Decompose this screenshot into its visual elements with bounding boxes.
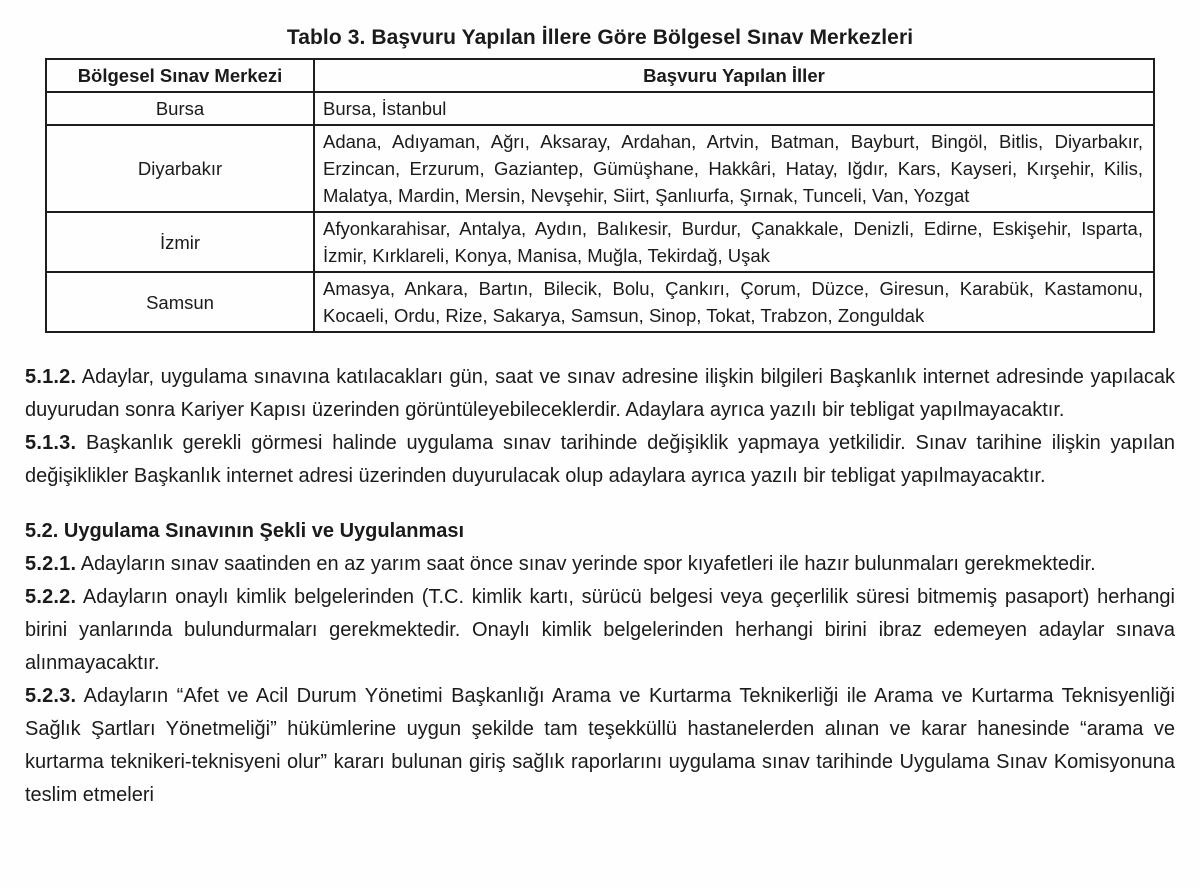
paragraph-text: Adayların sınav saatinden en az yarım saat önce sınav yerinde spor kıyafetleri ile hazır bulunmaları gerekmektedir. — [80, 553, 1096, 575]
paragraph-number: 5.2.2. — [25, 586, 77, 608]
header-exam-center: Bölgesel Sınav Merkezi — [46, 59, 314, 92]
center-name: Diyarbakır — [46, 125, 314, 212]
table-title: Tablo 3. Başvuru Yapılan İllere Göre Bölgesel Sınav Merkezleri — [286, 26, 914, 49]
section-heading-5-2 — [25, 515, 1175, 548]
body-text — [25, 361, 1175, 812]
paragraph-5-2-3 — [25, 680, 1175, 812]
paragraph-number: 5.1.3. — [25, 432, 77, 454]
table-row-izmir — [46, 212, 1154, 272]
paragraph-text: Adayların onaylı kimlik belgelerinden (T.C. kimlik kartı, sürücü belgesi veya geçerlilik süresi bitmemiş pasaport) herhangi birini yanlarında bulundurmaları gerekmektedir. Onaylı kimlik belgelerinden herhangi birini ibraz edemeyen adaylar sınava alınmayacaktır. — [25, 586, 1175, 674]
table-row-bursa — [46, 92, 1154, 125]
paragraph-number: 5.1.2. — [25, 366, 77, 388]
paragraph-text: Adaylar, uygulama sınavına katılacakları gün, saat ve sınav adresine ilişkin bilgileri Başkanlık internet adresinde yapılacak duyurudan sonra Kariyer Kapısı üzerinden görüntüleyebileceklerdir. Adaylara ayrıca yazılı bir tebligat yapılmayacaktır. — [25, 366, 1175, 421]
paragraph-5-1-2 — [25, 361, 1175, 427]
paragraph-number: 5.2.3. — [25, 685, 77, 707]
center-name: İzmir — [46, 212, 314, 272]
header-application-provinces: Başvuru Yapılan İller — [314, 59, 1154, 92]
paragraph-5-2-2 — [25, 581, 1175, 680]
provinces-list: Bursa, İstanbul — [314, 92, 1154, 125]
table-row-samsun — [46, 272, 1154, 332]
paragraph-5-2-1 — [25, 548, 1175, 581]
section-title: Uygulama Sınavının Şekli ve Uygulanması — [63, 520, 465, 542]
section-number: 5.2. — [25, 520, 59, 542]
paragraph-text: Başkanlık gerekli görmesi halinde uygulama sınav tarihinde değişiklik yapmaya yetkilidir. Sınav tarihine ilişkin yapılan değişiklikler Başkanlık internet adresi üzerinden duyurulacak olup adaylara ayrıca yazılı bir tebligat yapılmayacaktır. — [25, 432, 1175, 487]
regional-exam-centers-table — [45, 58, 1155, 333]
table-header-row — [46, 59, 1154, 92]
center-name: Samsun — [46, 272, 314, 332]
center-name: Bursa — [46, 92, 314, 125]
provinces-list: Amasya, Ankara, Bartın, Bilecik, Bolu, Çankırı, Çorum, Düzce, Giresun, Karabük, Kastamonu, Kocaeli, Ordu, Rize, Sakarya, Samsun, Sinop, Tokat, Trabzon, Zonguldak — [314, 272, 1154, 332]
provinces-list: Afyonkarahisar, Antalya, Aydın, Balıkesir, Burdur, Çanakkale, Denizli, Edirne, Eskişehir, Isparta, İzmir, Kırklareli, Konya, Manisa, Muğla, Tekirdağ, Uşak — [314, 212, 1154, 272]
paragraph-5-1-3 — [25, 427, 1175, 493]
table-row-diyarbakir — [46, 125, 1154, 212]
paragraph-number: 5.2.1. — [25, 553, 77, 575]
provinces-list: Adana, Adıyaman, Ağrı, Aksaray, Ardahan, Artvin, Batman, Bayburt, Bingöl, Bitlis, Diyarbakır, Erzincan, Erzurum, Gaziantep, Gümüşhane, Hakkâri, Hatay, Iğdır, Kars, Kayseri, Kırşehir, Kilis, Malatya, Mardin, Mersin, Nevşehir, Siirt, Şanlıurfa, Şırnak, Tunceli, Van, Yozgat — [314, 125, 1154, 212]
paragraph-text: Adayların “Afet ve Acil Durum Yönetimi Başkanlığı Arama ve Kurtarma Teknikerliği ile Arama ve Kurtarma Teknisyenliği Sağlık Şartları Yönetmeliği” hükümlerine uygun şekilde tam teşekküllü hastanelerden alınan ve karar hanesinde “arama ve kurtarma teknikeri-teknisyeni olur” kararı bulunan giriş sağlık raporlarını uygulama sınav tarihinde Uygulama Sınav Komisyonuna teslim etmeleri — [25, 685, 1175, 806]
